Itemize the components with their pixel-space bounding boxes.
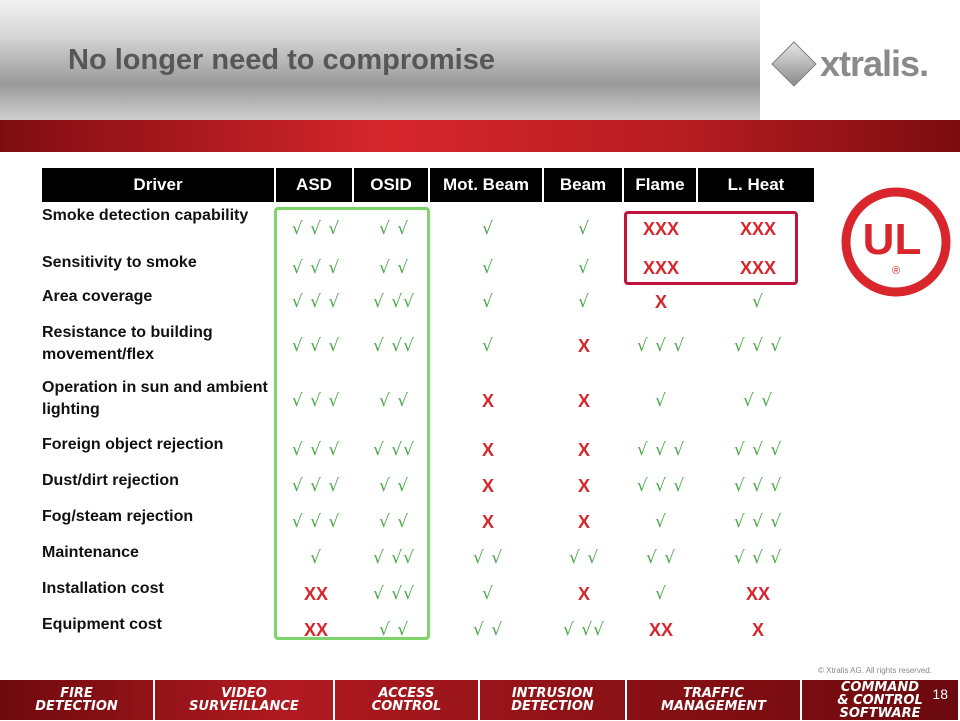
footer-item-label: ACCESS [378, 686, 435, 701]
rating-check-cell: √ √ √ [733, 548, 783, 568]
rating-check-cell: √ √ [645, 548, 677, 568]
row-label: Maintenance [42, 544, 139, 561]
rating-cross-cell: XXX [739, 258, 777, 278]
rating-check-cell: √ √ √ [291, 440, 341, 460]
rating-check-cell: √ [310, 548, 322, 568]
rating-check-cell: √ √√ [373, 548, 415, 568]
rating-check-cell: √ √ [472, 548, 504, 568]
rating-cross-cell: X [577, 584, 590, 604]
xtralis-logo [776, 44, 946, 84]
column-header-flame: Flame [624, 168, 698, 202]
rating-cross-cell: X [481, 391, 494, 411]
rating-cross-cell: X [577, 391, 590, 411]
ul-letters: UL [862, 215, 922, 264]
rating-cross-cell: X [577, 512, 590, 532]
rating-check-cell: √ √ [378, 512, 410, 532]
footer-item-intrusion-detection[interactable] [480, 680, 627, 720]
xtralis-logo-text: xtralis. [820, 43, 929, 84]
rating-check-cell: √ √ [742, 391, 774, 411]
rating-check-cell: √ [655, 391, 667, 411]
footer-item-label: FIRE [60, 686, 93, 701]
rating-check-cell: √ √ √ [636, 476, 686, 496]
rating-cross-cell: X [481, 476, 494, 496]
rating-check-cell: √ [482, 258, 494, 278]
column-header-osid: OSID [354, 168, 430, 202]
row-label: Fog/steam rejection [42, 508, 194, 525]
rating-cross-cell: X [577, 476, 590, 496]
footer-item-traffic-management[interactable] [627, 680, 802, 720]
footer-item-label: MANAGEMENT [660, 699, 767, 714]
column-header-asd: ASD [276, 168, 354, 202]
rating-check-cell: √ √ √ [291, 391, 341, 411]
red-accent-band [0, 120, 960, 152]
rating-check-cell: √ √ [378, 476, 410, 496]
rating-cross-cell: XXX [642, 258, 680, 278]
rating-cross-cell: X [751, 620, 764, 640]
rating-check-cell: √ √ [378, 391, 410, 411]
rating-check-cell: √ √ [378, 620, 410, 640]
rating-check-cell: √ √ [568, 548, 600, 568]
rating-check-cell: √ √ √ [733, 476, 783, 496]
slide-title: No longer need to compromise [68, 44, 495, 76]
row-label: Smoke detection capability [42, 207, 249, 224]
row-label: Operation in sun and ambient lighting [42, 379, 268, 418]
footer-item-label: COMMAND [840, 679, 920, 695]
row-label: Sensitivity to smoke [42, 254, 197, 271]
rating-cross-cell: X [481, 440, 494, 460]
footer-item-access-control[interactable] [335, 680, 480, 720]
rating-check-cell: √ √ √ [291, 258, 341, 278]
rating-cross-cell: X [577, 336, 590, 356]
rating-check-cell: √ √ √ [291, 512, 341, 532]
row-label: Installation cost [42, 580, 164, 597]
rating-check-cell: √ √ [378, 258, 410, 278]
asd-osid-highlight-box [274, 207, 430, 640]
row-label: Resistance to building movement/flex [42, 324, 213, 363]
rating-cross-cell: X [481, 512, 494, 532]
rating-check-cell: √ √ √ [291, 219, 341, 239]
row-label: Foreign object rejection [42, 436, 224, 453]
rating-cross-cell: XXX [739, 219, 777, 239]
rating-check-cell: √ √√ [373, 336, 415, 356]
rating-cross-cell: XXX [642, 219, 680, 239]
footer-item-label: VIDEO [221, 686, 267, 701]
rating-check-cell: √ √ √ [733, 440, 783, 460]
rating-cross-cell: XX [303, 620, 328, 640]
row-label: Dust/dirt rejection [42, 472, 179, 489]
footer-item-label: INTRUSION [511, 686, 594, 701]
rating-check-cell: √ √ √ [291, 476, 341, 496]
footer-item-label: & CONTROL [837, 692, 923, 708]
rating-cross-cell: X [654, 292, 667, 312]
rating-check-cell: √ √√ [563, 620, 605, 640]
rating-cross-cell: XX [648, 620, 673, 640]
rating-check-cell: √ [655, 512, 667, 532]
copyright-text: © Xtralis AG. All rights reserved. [818, 666, 932, 675]
footer-item-label: CONTROL [371, 699, 442, 714]
rating-check-cell: √ [482, 584, 494, 604]
footer-item-label: SOFTWARE [839, 705, 921, 721]
column-header-beam: Beam [544, 168, 624, 202]
rating-check-cell: √ [482, 219, 494, 239]
ul-certification-icon [840, 186, 952, 298]
rating-check-cell: √ [655, 584, 667, 604]
rating-check-cell: √ √ √ [291, 336, 341, 356]
rating-check-cell: √ [578, 292, 590, 312]
footer-item-label: DETECTION [511, 699, 594, 714]
column-header-l-heat: L. Heat [698, 168, 816, 202]
rating-check-cell: √ [578, 258, 590, 278]
column-header-mot-beam: Mot. Beam [430, 168, 544, 202]
row-label: Equipment cost [42, 616, 163, 633]
column-header-driver: Driver [42, 168, 276, 202]
rating-check-cell: √ √ √ [636, 440, 686, 460]
page-number: 18 [932, 686, 948, 702]
rating-cross-cell: X [577, 440, 590, 460]
flame-heat-highlight-box [624, 211, 798, 285]
footer-item-label: DETECTION [35, 699, 118, 714]
footer-item-label: TRAFFIC [682, 686, 745, 701]
footer-nav [0, 680, 960, 720]
rating-check-cell: √ [482, 292, 494, 312]
rating-check-cell: √ √√ [373, 440, 415, 460]
rating-cross-cell: XX [303, 584, 328, 604]
rating-check-cell: √ √ [378, 219, 410, 239]
rating-check-cell: √ √ √ [733, 336, 783, 356]
rating-check-cell: √ √ [472, 620, 504, 640]
rating-check-cell: √ √ √ [291, 292, 341, 312]
rating-check-cell: √ √ √ [733, 512, 783, 532]
rating-check-cell: √ √√ [373, 292, 415, 312]
footer-item-fire-detection[interactable] [0, 680, 155, 720]
rating-cross-cell: XX [745, 584, 770, 604]
row-label: Area coverage [42, 288, 153, 305]
xtralis-diamond-icon [771, 41, 816, 86]
footer-item-label: SURVEILLANCE [189, 699, 299, 714]
rating-check-cell: √ [578, 219, 590, 239]
footer-item-video-surveillance[interactable] [155, 680, 335, 720]
ul-registered-mark: ® [891, 265, 901, 277]
rating-check-cell: √ √ √ [636, 336, 686, 356]
rating-check-cell: √ √√ [373, 584, 415, 604]
rating-check-cell: √ [752, 292, 764, 312]
rating-check-cell: √ [482, 336, 494, 356]
